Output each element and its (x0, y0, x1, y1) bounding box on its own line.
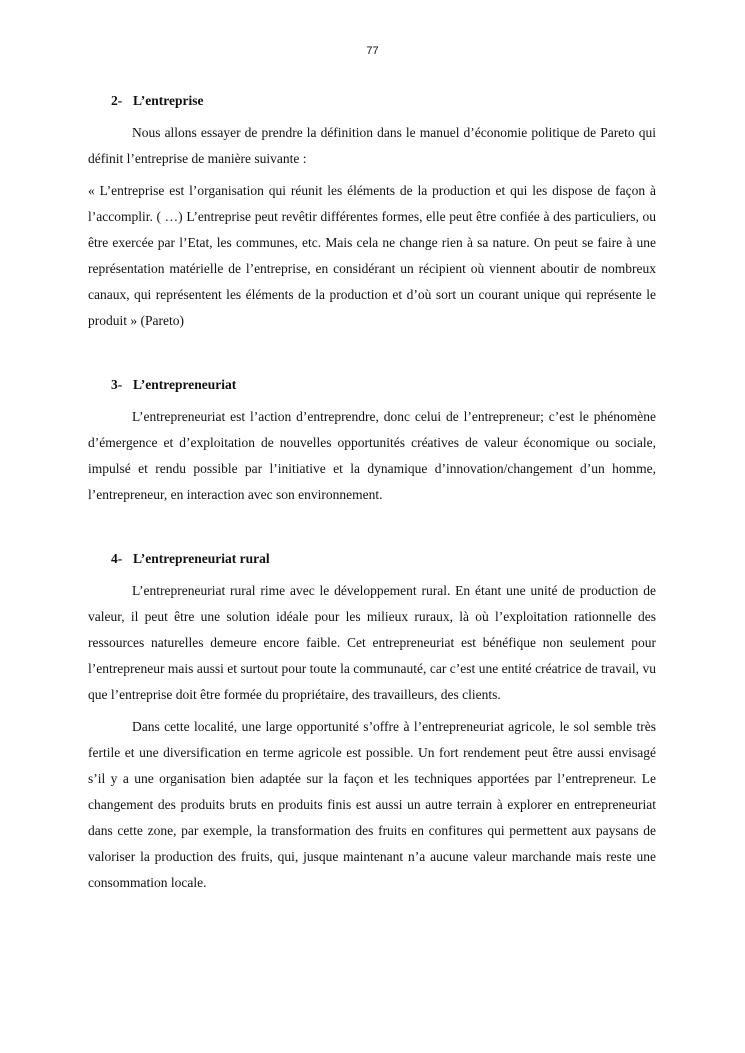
quote-paragraph: « L’entreprise est l’organisation qui réunit les éléments de la production et qui les dispose de façon à l’accomplir. ( …) L’entreprise peut revêtir différentes formes, elle peut être confiée à des particuliers, ou être exercée par l’Etat, les communes, etc. Mais cela ne change rien à sa nature. On peut se faire à une représentation matérielle de l’entreprise, en considérant un récipient où viennent aboutir de nombreux canaux, qui représentent les éléments de la production et d’où sort un courant unique qui représente le produit » (Pareto) (88, 183, 656, 328)
paragraph: Dans cette localité, une large opportunité s’offre à l’entrepreneuriat agricole, le sol semble très fertile et une diversification en terme agricole est possible. Un fort rendement peut être aussi envisagé s’il y a une organisation bien adaptée sur la façon et les techniques apportées par l’entrepreneur. Le changement des produits bruts en produits finis est aussi un autre terrain à explorer en entrepreneuriat dans cette zone, par exemple, la transformation des fruits en confitures qui permettent aux paysans de valoriser la production des fruits, qui, jusque maintenant n’a aucune valeur marchande mais reste une consommation locale. (88, 719, 656, 890)
section-title: L’entrepreneuriat (133, 377, 237, 392)
section-number: 2- (111, 93, 123, 108)
section-number: 3- (111, 377, 123, 392)
paragraph: Nous allons essayer de prendre la définition dans le manuel d’économie politique de Pareto qui définit l’entreprise de manière suivante : (88, 125, 656, 166)
section-heading-entrepreneuriat (88, 372, 656, 398)
document-body (88, 88, 656, 896)
page-number: 77 (366, 45, 379, 57)
section-title: L’entrepreneuriat rural (133, 551, 270, 566)
paragraph: L’entrepreneuriat est l’action d’entreprendre, donc celui de l’entrepreneur; c’est le phénomène d’émergence et d’exploitation de nouvelles opportunités créatives de valeur économique ou sociale, impulsé et rendu possible par l’initiative et la dynamique d’innovation/changement d’un homme, l’entrepreneur, en interaction avec son environnement. (88, 409, 656, 502)
section-number: 4- (111, 551, 123, 566)
section-heading-entreprise (88, 88, 656, 114)
section-title: L’entreprise (133, 93, 204, 108)
paragraph: L’entrepreneuriat rural rime avec le développement rural. En étant une unité de production de valeur, il peut être une solution idéale pour les milieux ruraux, là où l’exploitation rationnelle des ressources naturelles demeure encore faible. Cet entrepreneuriat est bénéfique non seulement pour l’entrepreneur mais aussi et surtout pour toute la communauté, car c’est une entité créatrice de travail, vu que l’entreprise doit être formée du propriétaire, des travailleurs, des clients. (88, 583, 656, 702)
section-heading-entrepreneuriat-rural (88, 546, 656, 572)
